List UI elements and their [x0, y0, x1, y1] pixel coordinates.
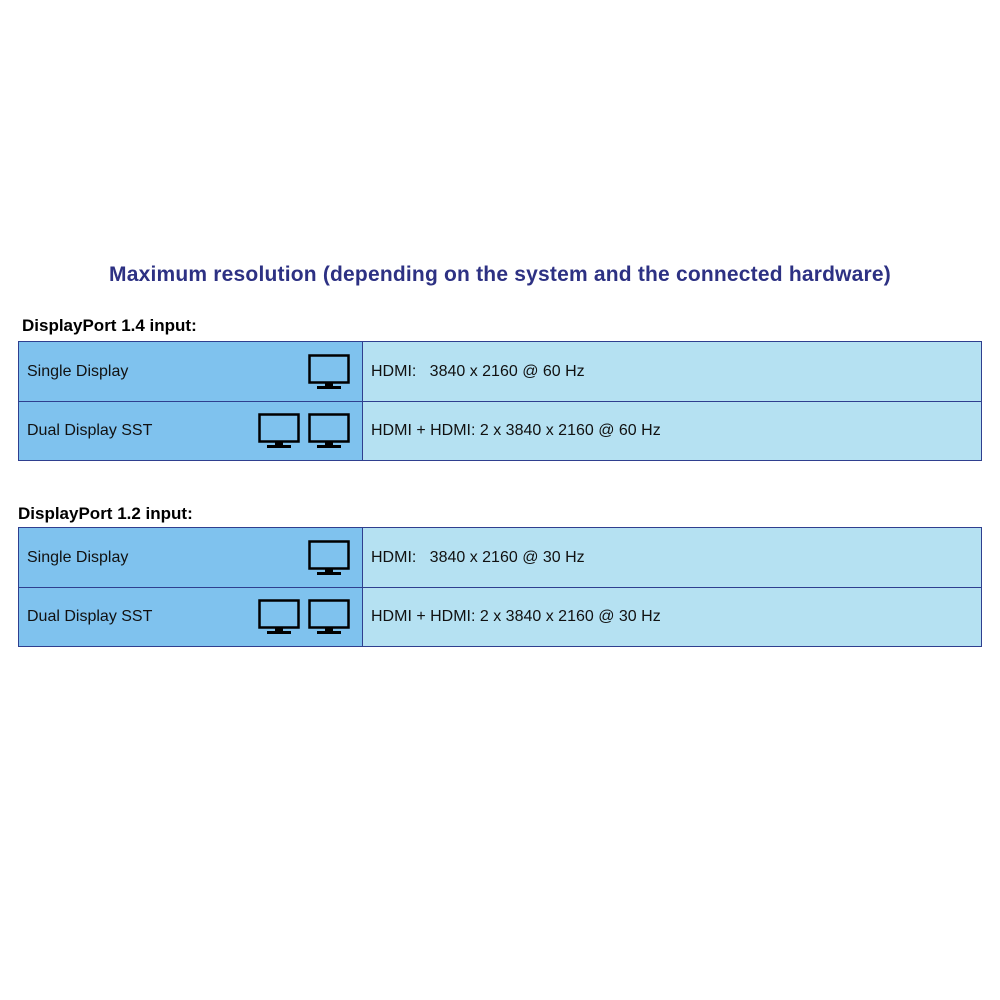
spec-text: HDMI + HDMI: 2 x 3840 x 2160 @ 30 Hz: [371, 608, 661, 625]
spec-text: HDMI: 3840 x 2160 @ 60 Hz: [371, 362, 585, 380]
table-row: [19, 342, 981, 401]
mode-label: Single Display: [27, 548, 129, 566]
mode-cell: [19, 402, 363, 460]
resolution-table-dp14: [18, 341, 982, 461]
dual-monitor-icon: [258, 413, 350, 449]
mode-cell: [19, 342, 363, 401]
spec-cell: [363, 342, 981, 401]
spec-cell: [363, 402, 981, 460]
table-row: [19, 401, 981, 460]
table-row: [19, 587, 981, 646]
table-row: [19, 528, 981, 587]
section-label-dp12: DisplayPort 1.2 input:: [18, 504, 193, 523]
spec-cell: [363, 528, 981, 587]
mode-label: Dual Display SST: [27, 422, 153, 439]
mode-label: Single Display: [27, 362, 129, 380]
mode-label: Dual Display SST: [27, 608, 153, 625]
spec-text: HDMI + HDMI: 2 x 3840 x 2160 @ 60 Hz: [371, 422, 661, 439]
monitor-icon: [308, 354, 350, 390]
mode-cell: [19, 528, 363, 587]
dual-monitor-icon: [258, 599, 350, 635]
section-label-dp14: DisplayPort 1.4 input:: [22, 316, 197, 335]
spec-text: HDMI: 3840 x 2160 @ 30 Hz: [371, 548, 585, 566]
spec-cell: [363, 588, 981, 646]
page-title: Maximum resolution (depending on the system and the connected hardware): [109, 263, 891, 286]
monitor-icon: [308, 540, 350, 576]
mode-cell: [19, 588, 363, 646]
resolution-table-dp12: [18, 527, 982, 647]
